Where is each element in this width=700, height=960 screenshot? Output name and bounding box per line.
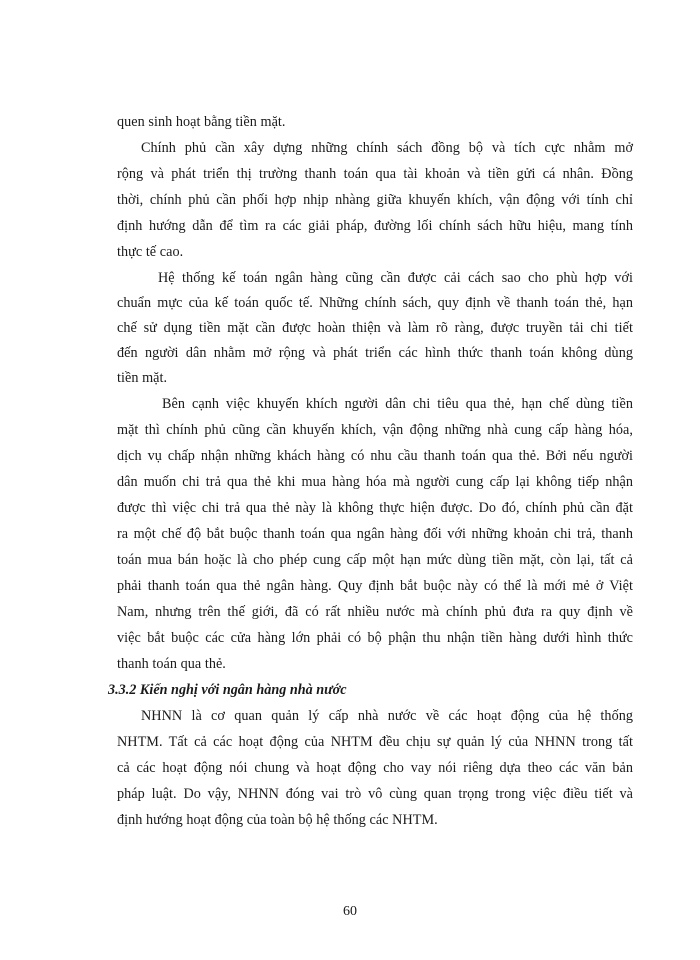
paragraph-line: thanh toán qua thẻ.: [117, 656, 226, 672]
paragraph-line: ra một chế độ bắt buộc thanh toán qua ngân hàng đối với những khoản chi trả, thanh: [117, 526, 633, 542]
paragraph-line: thời, chính phủ cần phối hợp nhịp nhàng giữa khuyến khích, vận động với tính chỉ: [117, 192, 633, 208]
paragraph-line: tiền mặt.: [117, 370, 168, 386]
paragraph-line: phải thanh toán qua thẻ ngân hàng. Quy định bắt buộc này có thể là mới mẻ ở Việt: [117, 578, 633, 594]
paragraph-line: rộng và phát triển thị trường thanh toán qua tài khoản và tiền gửi cá nhân. Đồng: [117, 166, 633, 182]
page-number: 60: [343, 904, 357, 919]
paragraph-line: được thì việc chi trả qua thẻ này là không thực hiện được. Do đó, chính phủ cần đặt: [117, 500, 633, 516]
paragraph-line: Bên cạnh việc khuyến khích người dân chi tiêu qua thẻ, hạn chế dùng tiền: [162, 396, 633, 412]
paragraph-line: NHTM. Tất cả các hoạt động của NHTM đều chịu sự quản lý của NHNN trong tất: [117, 734, 633, 750]
paragraph-line: đến người dân nhằm mở rộng và phát triển các hình thức thanh toán không dùng: [117, 345, 633, 361]
paragraph-line: NHNN là cơ quan quản lý cấp nhà nước về các hoạt động của hệ thống: [141, 708, 633, 724]
paragraph-line: dân muốn chi trả qua thẻ khi mua hàng hóa mà người cung cấp lại không tiếp nhận: [117, 474, 633, 490]
paragraph-line: pháp luật. Do vậy, NHNN đóng vai trò vô cùng quan trọng trong việc điều tiết và: [117, 786, 633, 802]
paragraph-line: quen sinh hoạt bằng tiền mặt.: [117, 114, 286, 130]
paragraph-line: việc bắt buộc các cửa hàng lớn phải có bộ phận thu nhận tiền hàng dưới hình thức: [117, 630, 633, 646]
paragraph-line: Hệ thống kế toán ngân hàng cũng cần được cải cách sao cho phù hợp với: [158, 270, 633, 286]
paragraph-line: Nam, nhưng trên thế giới, đã có rất nhiều nước mà chính phủ đưa ra quy định về: [117, 604, 633, 620]
paragraph-line: toán mua bán hoặc là cho phép cung cấp một hạn mức dùng tiền mặt, còn lại, tất cả: [117, 552, 633, 568]
paragraph-line: thực tế cao.: [117, 244, 184, 260]
paragraph-line: mặt thì chính phủ cũng cần khuyến khích, vận động những nhà cung cấp hàng hóa,: [117, 422, 633, 438]
paragraph-line: định hướng hoạt động của toàn bộ hệ thống các NHTM.: [117, 812, 438, 828]
paragraph-line: chuẩn mực của kế toán quốc tế. Những chính sách, quy định về thanh toán thẻ, hạn: [117, 295, 633, 311]
paragraph-line: cả các hoạt động nói chung và hoạt động cho vay nói riêng dựa theo các văn bản: [117, 760, 633, 776]
paragraph-line: dịch vụ chấp nhận những khách hàng có nhu cầu thanh toán qua thẻ. Bởi nếu người: [117, 448, 633, 464]
section-heading: 3.3.2 Kiến nghị với ngân hàng nhà nước: [108, 682, 347, 698]
paragraph-line: Chính phủ cần xây dựng những chính sách đồng bộ và tích cực nhằm mở: [141, 140, 633, 156]
paragraph-line: định hướng dẫn để tìm ra các giải pháp, đường lối chính sách hữu hiệu, mang tính: [117, 218, 633, 234]
paragraph-line: chế sử dụng tiền mặt cần được hoàn thiện và làm rõ ràng, được truyền tải chi tiết: [117, 320, 633, 336]
